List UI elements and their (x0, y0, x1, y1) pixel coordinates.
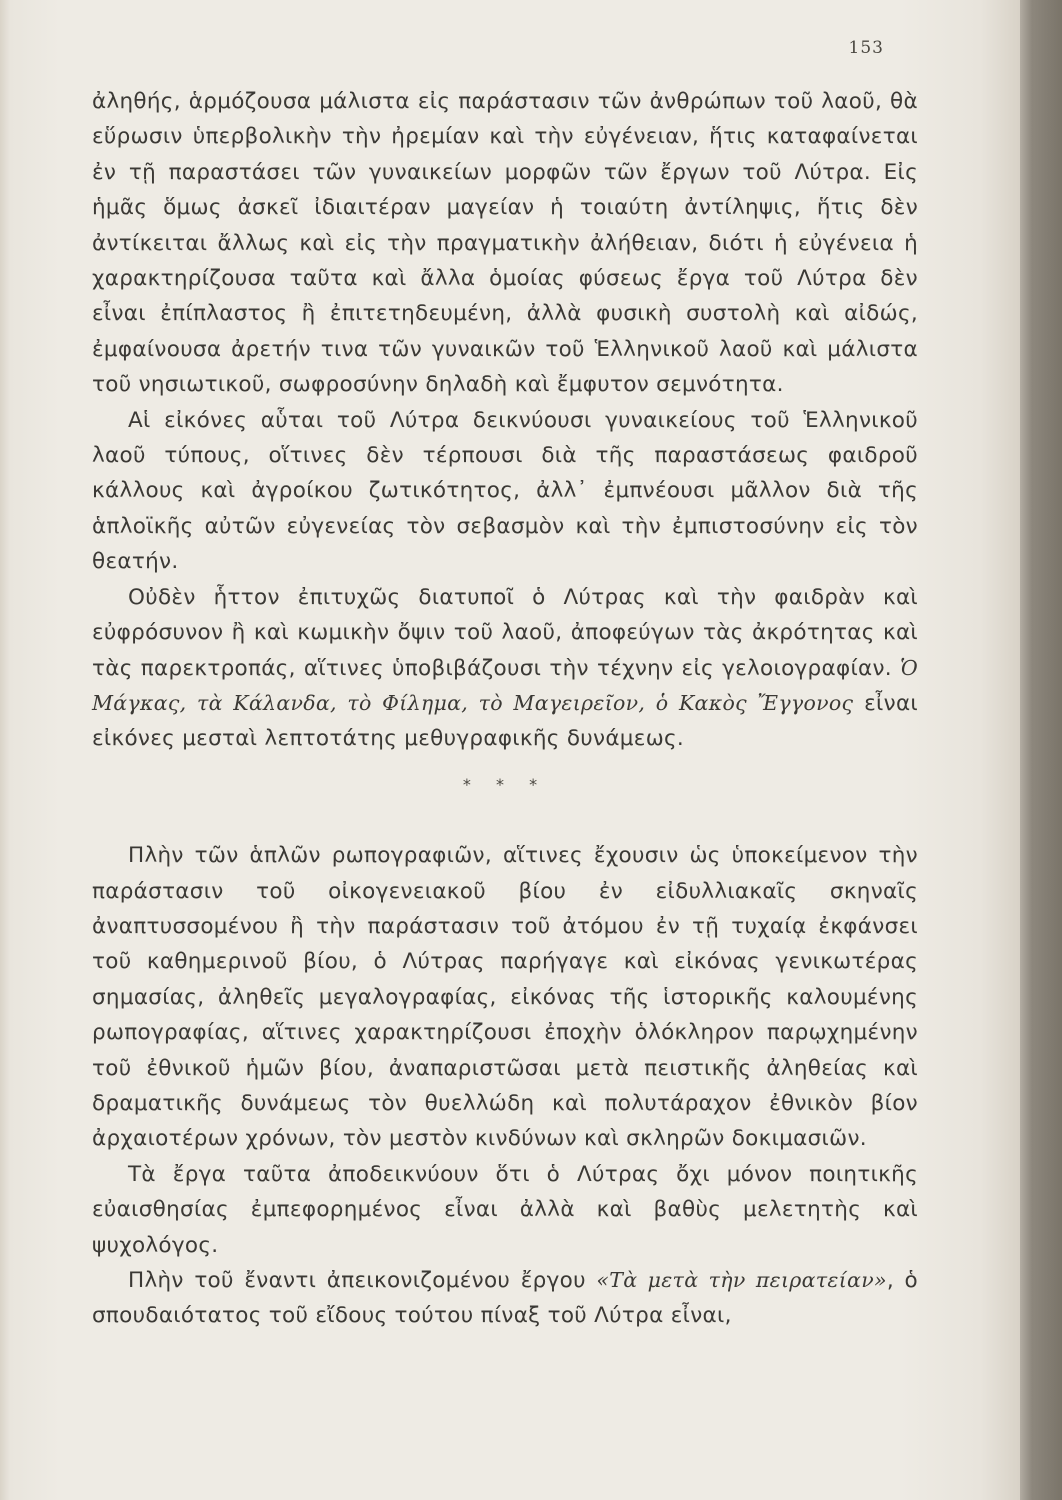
paragraph: Πλὴν τῶν ἁπλῶν ρωπογραφιῶν, αἵτινες ἔχουσιν ὡς ὑποκείμενον τὴν παράστασιν τοῦ οἰκογενειακοῦ βίου ἐν εἰδυλλιακαῖς σκηναῖς ἀναπτυσσομένου ἢ τὴν παράστασιν τοῦ ἀτόμου ἐν τῇ τυχαίᾳ ἐκφάνσει τοῦ καθημερινοῦ βίου, ὁ Λύτρας παρήγαγε καὶ εἰκόνας γενικωτέρας σημασίας, ἀληθεῖς μεγαλογραφίας, εἰκόνας τῆς ἱστορικῆς καλουμένης ρωπογραφίας, αἵτινες χαρακτηρίζουσι ἐποχὴν ὁλόκληρον παρῳχημένην τοῦ ἐθνικοῦ ἡμῶν βίου, ἀναπαριστῶσαι μετὰ πειστικῆς ἀληθείας καὶ δραματικῆς δυνάμεως τὸν θυελλώδη καὶ πολυτάραχον ἐθνικὸν βίον ἀρχαιοτέρων χρόνων, τὸν μεστὸν κινδύνων καὶ σκληρῶν δοκιμασιῶν. (92, 843, 918, 1152)
paragraph (92, 1263, 918, 1334)
paragraph: Αἱ εἰκόνες αὗται τοῦ Λύτρα δεικνύουσι γυναικείους τοῦ Ἑλληνικοῦ λαοῦ τύπους, οἵτινες δὲν τέρπουσι διὰ τῆς παραστάσεως φαιδροῦ κάλλους καὶ ἀγροίκου ζωτικότητος, ἀλλ᾽ ἐμπνέουσι μᾶλλον διὰ τῆς ἁπλοϊκῆς αὐτῶν εὐγενείας τὸν σεβασμὸν καὶ τὴν ἐμπιστοσύνην εἰς τὸν θεατήν. (92, 407, 918, 575)
paragraph-text: , ὁ σπουδαιότατος τοῦ εἴδους τούτου πίναξ τοῦ Λύτρα εἶναι, (92, 1268, 918, 1329)
paragraph-text: εἶναι εἰκόνες μεσταὶ λεπτοτάτης μεθυγραφικῆς δυνάμεως. (92, 690, 918, 752)
paragraph-text: Πλὴν τοῦ ἔναντι ἀπεικονιζομένου ἔργου (128, 1268, 586, 1293)
section-separator: * * * (462, 774, 548, 794)
painting-titles: Ὁ Μάγκας, τὰ Κάλανδα, τὸ Φίλημα, τὸ Μαγειρεῖον, ὁ Κακὸς Ἔγγονος (92, 655, 918, 715)
paragraph (92, 580, 918, 757)
book-gutter (1020, 0, 1062, 1500)
painting-title: «Τὰ μετὰ τὴν πειρατείαν» (596, 1268, 887, 1292)
page-body (92, 84, 918, 1334)
paragraph: ἀληθής, ἁρμόζουσα μάλιστα εἰς παράστασιν τῶν ἀνθρώπων τοῦ λαοῦ, θὰ εὕρωσιν ὑπερβολικὴν τὴν ἠρεμίαν καὶ τὴν εὐγένειαν, ἥτις καταφαίνεται ἐν τῇ παραστάσει τῶν γυναικείων μορφῶν τῶν ἔργων τοῦ Λύτρα. Εἰς ἡμᾶς ὅμως ἀσκεῖ ἰδιαιτέραν μαγείαν ἡ τοιαύτη ἀντίληψις, ἥτις δὲν ἀντίκειται ἄλλως καὶ εἰς τὴν πραγματικὴν ἀλήθειαν, διότι ἡ εὐγένεια ἡ χαρακτηρίζουσα ταῦτα καὶ ἄλλα ὁμοίας φύσεως ἔργα τοῦ Λύτρα δὲν εἶναι ἐπίπλαστος ἢ ἐπιτετηδευμένη, ἀλλὰ φυσικὴ συστολὴ καὶ αἰδώς, ἐμφαίνουσα ἀρετήν τινα τῶν γυναικῶν τοῦ Ἑλληνικοῦ λαοῦ καὶ μάλιστα τοῦ νησιωτικοῦ, σωφροσύνην δηλαδὴ καὶ ἔμφυτον σεμνότητα. (92, 89, 918, 398)
paragraph: Τὰ ἔργα ταῦτα ἀποδεικνύουν ὅτι ὁ Λύτρας ὄχι μόνον ποιητικῆς εὐαισθησίας ἐμπεφορημένος εἶναι ἀλλὰ καὶ βαθὺς μελετητὴς καὶ ψυχολόγος. (92, 1161, 918, 1258)
paragraph-text: Οὐδὲν ἧττον ἐπιτυχῶς διατυποῖ ὁ Λύτρας καὶ τὴν φαιδρὰν καὶ εὐφρόσυνον ἢ καὶ κωμικὴν ὄψιν τοῦ λαοῦ, ἀποφεύγων τὰς ἀκρότητας καὶ τὰς παρεκτροπάς, αἵτινες ὑποβιβάζουσι τὴν τέχνην εἰς γελοιογραφίαν. (92, 584, 918, 681)
page-number: 153 (848, 38, 884, 58)
